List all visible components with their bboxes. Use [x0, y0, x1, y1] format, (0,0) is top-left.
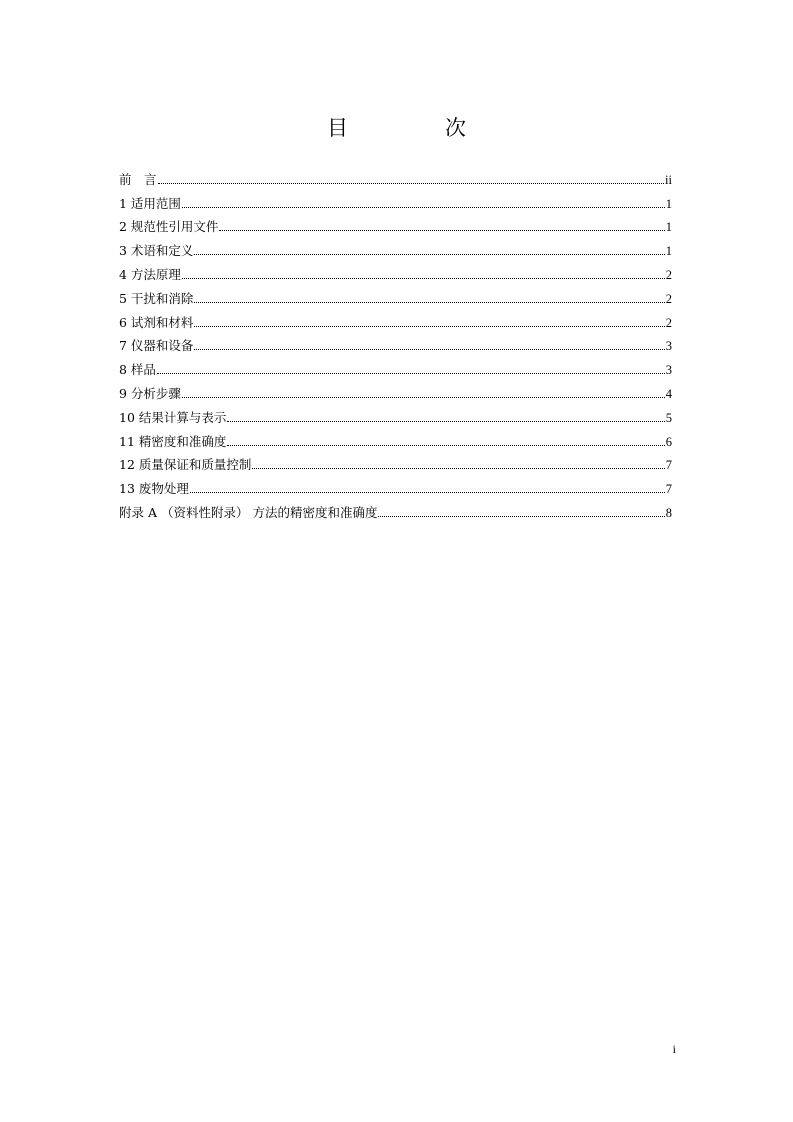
toc-entry-label: 8 样品 — [119, 362, 156, 378]
toc-entry-terms-definitions[interactable] — [119, 235, 672, 259]
dot-leader — [158, 183, 665, 184]
dot-leader — [190, 492, 665, 493]
dot-leader — [219, 230, 664, 231]
toc-entry-scope[interactable] — [119, 188, 672, 212]
dot-leader — [182, 397, 665, 398]
toc-entry-page: 7 — [665, 458, 672, 473]
toc-entry-page: 5 — [665, 410, 672, 425]
page-title: 目 次 — [327, 116, 504, 140]
toc-entry-reagents-materials[interactable] — [119, 307, 672, 331]
toc-entry-label: 前 言 — [119, 171, 157, 187]
toc-entry-apparatus-equipment[interactable] — [119, 331, 672, 355]
toc-entry-page: 6 — [665, 434, 672, 449]
toc-entry-label: 4 方法原理 — [119, 266, 181, 282]
dot-leader — [227, 445, 664, 446]
dot-leader — [227, 421, 664, 422]
toc-entry-page: 1 — [665, 196, 672, 211]
toc-entry-page: 8 — [665, 505, 672, 520]
toc-entry-normative-references[interactable] — [119, 212, 672, 236]
toc-entry-label: 12 质量保证和质量控制 — [119, 457, 252, 473]
dot-leader — [252, 468, 664, 469]
toc-entry-label: 3 术语和定义 — [119, 243, 194, 259]
toc-entry-page: ii — [665, 172, 672, 187]
dot-leader — [194, 254, 664, 255]
toc-entry-quality-control[interactable] — [119, 450, 672, 474]
toc-entry-preface[interactable] — [119, 164, 672, 188]
toc-entry-label: 11 精密度和准确度 — [119, 433, 227, 449]
toc-entry-page: 1 — [665, 244, 672, 259]
toc-entry-page: 3 — [665, 363, 672, 378]
toc-entry-label: 7 仪器和设备 — [119, 338, 194, 354]
toc-entry-method-principle[interactable] — [119, 259, 672, 283]
toc-entry-label: 5 干扰和消除 — [119, 290, 194, 306]
toc-entry-page: 3 — [665, 339, 672, 354]
toc-entry-page: 1 — [665, 220, 672, 235]
toc-entry-label: 9 分析步骤 — [119, 385, 181, 401]
dot-leader — [182, 207, 665, 208]
toc-entry-appendix-a[interactable] — [119, 497, 672, 521]
toc-entry-page: 7 — [665, 482, 672, 497]
dot-leader — [378, 516, 664, 517]
dot-leader — [194, 302, 664, 303]
toc-entry-interference-elimination[interactable] — [119, 283, 672, 307]
toc-entry-label: 10 结果计算与表示 — [119, 409, 227, 425]
toc-entry-label: 6 试剂和材料 — [119, 314, 194, 330]
toc-entry-samples[interactable] — [119, 354, 672, 378]
toc-entry-page: 2 — [665, 291, 672, 306]
toc-entry-label: 附录 A （资料性附录） 方法的精密度和准确度 — [119, 504, 378, 520]
toc-entry-page: 2 — [665, 267, 672, 282]
toc-entry-waste-disposal[interactable] — [119, 473, 672, 497]
toc-entry-label: 2 规范性引用文件 — [119, 219, 219, 235]
dot-leader — [157, 373, 665, 374]
toc-entry-label: 1 适用范围 — [119, 195, 181, 211]
toc-entry-page: 2 — [665, 315, 672, 330]
dot-leader — [182, 278, 665, 279]
dot-leader — [194, 326, 664, 327]
toc-entry-page: 4 — [665, 386, 672, 401]
page-number: i — [672, 1042, 676, 1056]
toc-entry-result-calculation[interactable] — [119, 402, 672, 426]
toc-entry-analysis-steps[interactable] — [119, 378, 672, 402]
toc-entry-label: 13 废物处理 — [119, 481, 189, 497]
dot-leader — [194, 349, 664, 350]
table-of-contents — [119, 164, 672, 521]
toc-entry-precision-accuracy[interactable] — [119, 426, 672, 450]
